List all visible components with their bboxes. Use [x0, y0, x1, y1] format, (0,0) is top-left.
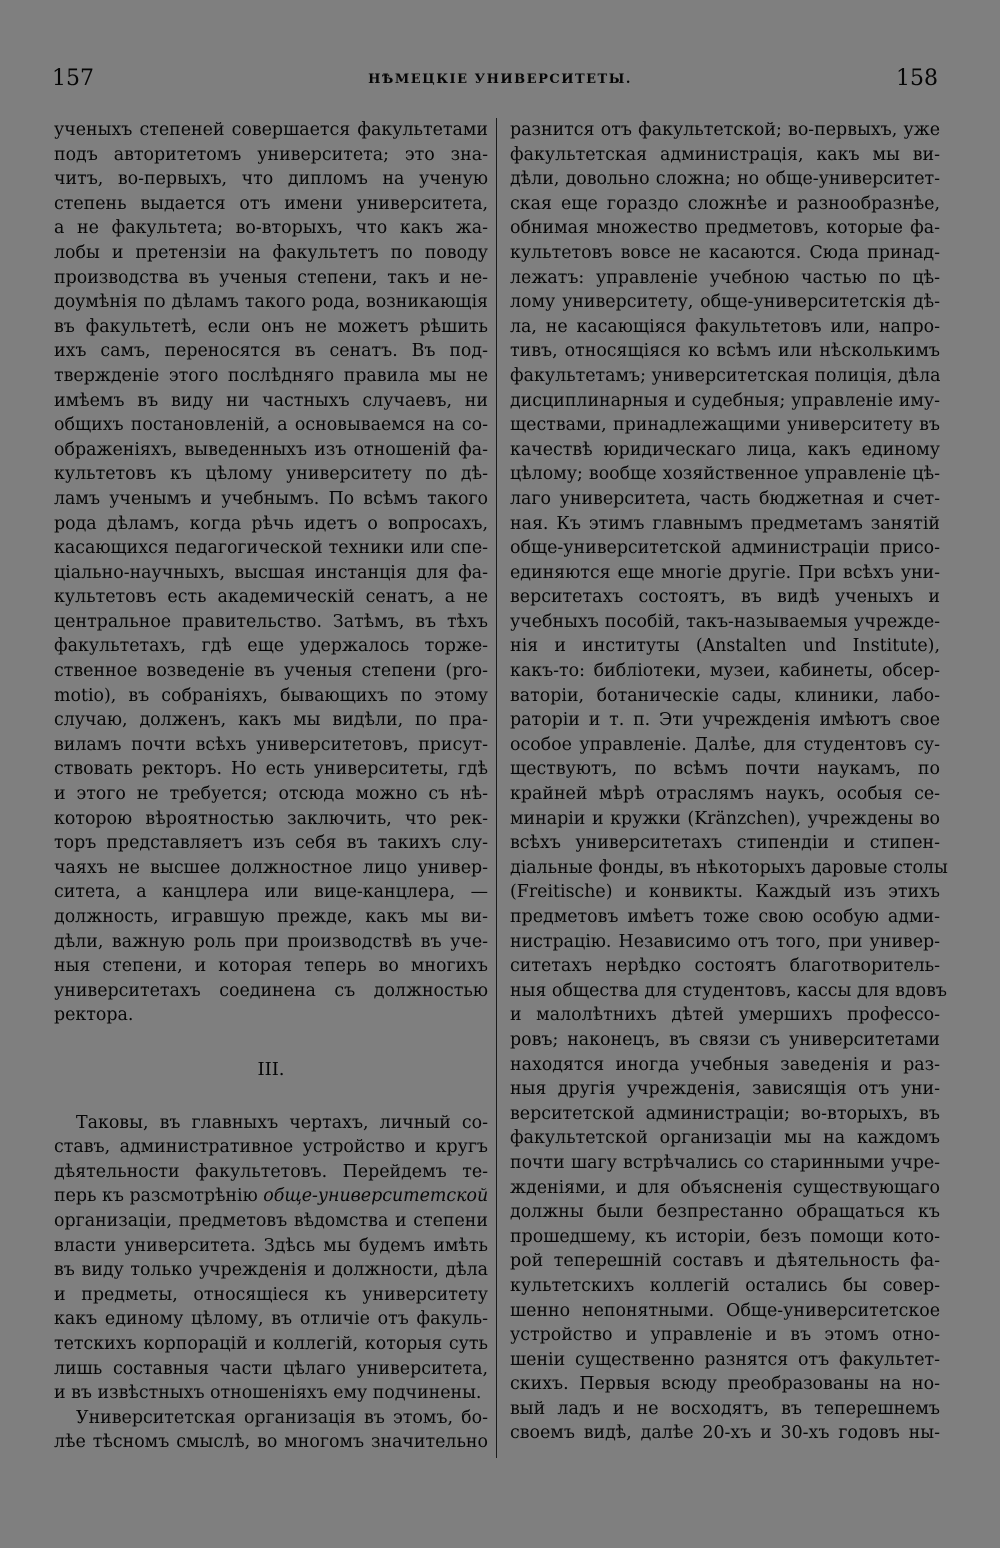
text-line: вый ладъ и не восходятъ, въ теперешнемъ: [510, 1398, 940, 1419]
text-line: предметовъ имѣетъ тоже свою особую адми-: [510, 907, 940, 927]
left-paragraph-1: [54, 118, 488, 1028]
text-line: подъ авторитетомъ университета; это зна-: [54, 144, 488, 165]
text-line: дисциплинарныя и судебныя; управленіе иму-: [510, 390, 940, 411]
text-segment: перь къ разсмотрѣнію: [54, 1186, 264, 1207]
text-line: факультетская администрація, какъ мы ви-: [510, 144, 940, 165]
text-line: ная. Къ этимъ главнымъ предметамъ занятій: [510, 513, 940, 534]
text-line: ситетахъ нерѣдко состоятъ благотворитель-: [510, 956, 940, 977]
text-line: ученыхъ степеней совершается факультетами: [54, 120, 488, 140]
text-line: лѣе тѣсномъ смыслѣ, во многомъ значительно: [54, 1432, 488, 1453]
text-line: діальные фонды, въ нѣкоторыхъ даровые столы: [510, 857, 948, 878]
text-line: шенно непонятными. Обще-университетское: [510, 1300, 940, 1321]
text-line: лишь составныя части цѣлаго университета,: [54, 1358, 488, 1379]
left-paragraph-2: [54, 1111, 488, 1406]
text-line: ламъ ученымъ и учебнымъ. По всѣмъ такого: [54, 488, 488, 509]
text-line: обнимая множество предметовъ, которые фа-: [510, 218, 940, 239]
text-line: минаріи и кружки (Kränzchen), учреждены во: [510, 808, 940, 829]
text-line: дѣятельности факультетовъ. Перейдемъ те-: [54, 1161, 488, 1182]
left-column: [54, 118, 488, 1455]
text-line: ровъ; наконецъ, въ связи съ университетами: [510, 1029, 940, 1050]
text-line: рода дѣламъ, когда рѣчь идетъ о вопросахъ,: [54, 513, 488, 534]
text-line: ныя другія учрежденія, зависящія отъ уни-: [510, 1079, 940, 1100]
text-line: ныя общества для студентовъ, кассы для вдовъ: [510, 980, 947, 1001]
text-line: жденіями, и для объясненія существующаго: [510, 1177, 940, 1198]
left-paragraph-3: [54, 1406, 488, 1455]
text-line: какъ-то: библіотеки, музеи, кабинеты, обсер-: [510, 661, 940, 682]
text-line: скихъ. Первыя всюду преобразованы на но-: [510, 1374, 940, 1395]
text-line: ихъ самъ, переносятся въ сенатъ. Въ под-: [54, 341, 488, 362]
text-line: нія и институты (Anstalten und Institute),: [510, 636, 940, 657]
text-line: ская еще гораздо сложнѣе и разнообразнѣе,: [510, 193, 940, 214]
text-line: обще-университетской администраціи присо-: [510, 538, 940, 559]
text-line: всѣхъ университетахъ стипендіи и стипен-: [510, 833, 940, 854]
text-line: Таковы, въ главныхъ чертахъ, личный со-: [76, 1112, 488, 1133]
text-line: касающихся педагогической техники или спе-: [54, 538, 488, 559]
text-line: motio), въ собраніяхъ, бывающихъ по этому: [54, 685, 488, 706]
text-line: учебныхъ пособій, такъ-называемыя учрежде-: [510, 611, 940, 632]
text-line: власти университета. Здѣсь мы будемъ имѣть: [54, 1235, 488, 1256]
text-line: (Freitische) и конвикты. Каждый изъ этихъ: [510, 882, 940, 903]
italic-term: обще-университетской: [263, 1186, 489, 1207]
text-line: и предметы, относящіеся къ университету: [54, 1284, 488, 1305]
text-line: имѣемъ въ виду ни частныхъ случаевъ, ни: [54, 390, 488, 411]
text-line: производства въ ученыя степени, такъ и не-: [54, 267, 488, 288]
text-line: ректора.: [54, 1005, 134, 1026]
text-line: должны были безпрестанно обращаться къ: [510, 1202, 940, 1223]
text-line: лому университету, обще-университетскія дѣ-: [510, 292, 940, 313]
column-divider: [496, 118, 497, 1458]
text-line: культетовъ къ цѣлому университету по дѣ-: [54, 464, 488, 485]
text-line: ображеніяхъ, выведенныхъ изъ отношеній фа-: [54, 439, 488, 460]
text-line: верситетахъ состоятъ, въ видѣ ученыхъ и: [510, 587, 940, 608]
right-paragraph: [510, 118, 948, 1446]
text-line: тетскихъ корпорацій и коллегій, которыя суть: [54, 1333, 488, 1354]
text-line: и въ извѣстныхъ отношеніяхъ ему подчинены.: [54, 1383, 482, 1404]
text-line: и малолѣтнихъ дѣтей умершихъ профессо-: [510, 1005, 940, 1026]
text-line: дѣли, довольно сложна; но обще-университет-: [510, 169, 940, 190]
text-line: въ виду только учрежденія и должности, дѣла: [54, 1260, 488, 1281]
right-column: [510, 118, 948, 1446]
text-line: прошедшему, къ исторіи, безъ помощи кото-: [510, 1226, 940, 1247]
text-line: факультетской организаціи мы на каждомъ: [510, 1128, 940, 1149]
text-line: общихъ постановленій, а основываемся на со-: [54, 415, 488, 436]
text-line: факультетамъ; университетская полиція, дѣла: [510, 365, 941, 386]
text-line: факультетахъ, гдѣ еще удержалось торже-: [54, 636, 488, 657]
text-line: ціально-научныхъ, высшая инстанція для фа-: [54, 562, 488, 583]
text-line: своемъ видѣ, далѣе 20-хъ и 30-хъ годовъ ны-: [510, 1423, 940, 1444]
text-line: организаціи, предметовъ вѣдомства и степени: [54, 1210, 488, 1231]
text-line: случаю, долженъ, какъ мы видѣли, по пра-: [54, 710, 488, 731]
text-line: Университетская организація въ этомъ, бо-: [76, 1407, 488, 1428]
text-line: устройство и управленіе и въ этомъ отно-: [510, 1325, 940, 1346]
text-line: культетскихъ коллегій остались бы совер-: [510, 1275, 940, 1296]
text-line: какъ единому цѣлому, въ отличіе отъ факуль-: [54, 1309, 488, 1330]
text-line: тивъ, относящіяся ко всѣмъ или нѣсколькимъ: [510, 341, 940, 362]
text-line: цѣлому; вообще хозяйственное управленіе цѣ-: [510, 464, 940, 485]
text-line: культетовъ вовсе не касаются. Сюда принад-: [510, 242, 940, 263]
text-line: ществуютъ, по всѣмъ почти наукамъ, по: [510, 759, 940, 780]
text-line: верситетской администраціи; во-вторыхъ, въ: [510, 1103, 940, 1124]
text-line: почти шагу встрѣчались со старинными учре-: [510, 1152, 940, 1173]
text-line: университетахъ соединена съ должностью: [54, 980, 488, 1001]
text-line: ствовать ректоръ. Но есть университеты, гдѣ: [54, 759, 488, 780]
text-line: ственное возведеніе въ ученыя степени (pro-: [54, 661, 488, 682]
text-line: особое управленіе. Далѣе, для студентовъ су-: [510, 734, 940, 755]
text-line: находятся иногда учебныя заведенія и раз-: [510, 1054, 940, 1075]
text-line: [54, 1184, 488, 1209]
page-number-left: 157: [52, 66, 94, 91]
text-line: твержденіе этого послѣдняго правила мы не: [54, 365, 488, 386]
text-line: лобы и претензіи на факультетъ по поводу: [54, 242, 488, 263]
text-line: дѣли, важную роль при производствѣ въ уче-: [54, 931, 488, 952]
text-line: разнится отъ факультетской; во-первыхъ, уже: [510, 120, 940, 140]
running-header: [0, 66, 1000, 96]
text-line: а не факультета; во-вторыхъ, что какъ жа-: [54, 218, 488, 239]
text-line: нистрацію. Независимо отъ того, при универ-: [510, 931, 940, 952]
text-line: читъ, во-первыхъ, что дипломъ на ученую: [54, 169, 488, 190]
text-line: единяются еще многіе другіе. При всѣхъ уни-: [510, 562, 940, 583]
section-heading: III.: [257, 1058, 285, 1080]
text-line: лежатъ: управленіе учебною частью по цѣ-: [510, 267, 940, 288]
paragraph-continuation: [54, 1209, 488, 1406]
text-line: торъ представляетъ изъ себя въ такихъ слу-: [54, 833, 488, 854]
text-line: культетовъ есть академическій сенатъ, а не: [54, 587, 488, 608]
text-line: и этого не требуется; отсюда можно съ нѣ-: [54, 784, 488, 805]
text-line: шеніи существенно разнятся отъ факультет-: [510, 1349, 940, 1370]
text-line: лаго университета, часть бюджетная и счет-: [510, 488, 940, 509]
text-line: которою вѣроятностью заключить, что рек-: [54, 808, 488, 829]
text-line: чаяхъ не высшее должностное лицо универ-: [54, 857, 488, 878]
text-line: центральное правительство. Затѣмъ, въ тѣхъ: [54, 611, 488, 632]
text-line: должность, игравшую прежде, какъ мы ви-: [54, 907, 488, 927]
text-line: крайней мѣрѣ отраслямъ наукъ, особыя се-: [510, 784, 940, 805]
text-line: виламъ почти всѣхъ университетовъ, присут-: [54, 734, 488, 755]
running-title: НѢМЕЦКІЕ УНИВЕРСИТЕТЫ.: [368, 72, 632, 87]
text-line: въ факультетѣ, если онъ не можетъ рѣшить: [54, 316, 488, 337]
text-line: ныя степени, и которая теперь во многихъ: [54, 956, 488, 977]
text-line: ситета, а канцлера или вице-канцлера, —: [54, 882, 488, 903]
text-line: раторіи и т. п. Эти учрежденія имѣютъ свое: [510, 710, 940, 731]
text-line: степень выдается отъ имени университета,: [54, 193, 488, 214]
text-line: рой теперешній составъ и дѣятельность фа-: [510, 1251, 940, 1272]
page-number-right: 158: [896, 66, 938, 91]
text-line: ставъ, административное устройство и кругъ: [54, 1137, 488, 1158]
text-line: ваторіи, ботаническіе сады, клиники, лабо-: [510, 685, 940, 706]
text-line: качествѣ юридическаго лица, какъ единому: [510, 439, 940, 460]
text-line: ла, не касающіяся факультетовъ или, напро-: [510, 316, 940, 337]
text-line: доумѣнія по дѣламъ такого рода, возникающія: [54, 292, 488, 313]
text-line: ществами, принадлежащими университету въ: [510, 415, 940, 436]
